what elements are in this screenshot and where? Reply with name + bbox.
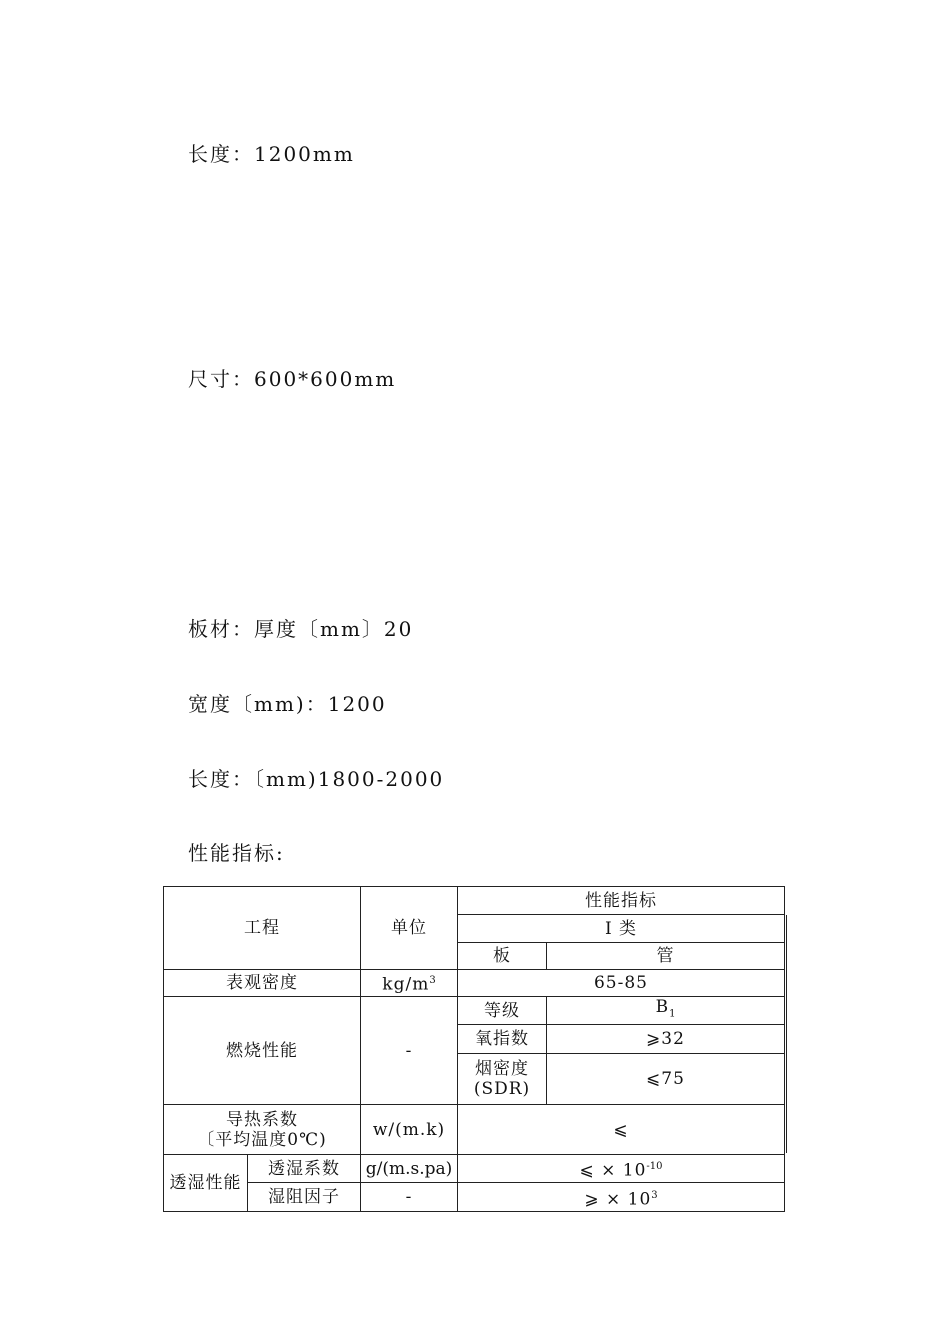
header-pipe: 管 [547,943,785,970]
header-performance: 性能指标 [458,887,785,915]
combustion-row [164,997,785,1025]
resistance-factor-value-exponent: 3 [651,1189,658,1201]
header-board: 板 [458,943,547,970]
grade-value-subscript: 1 [669,1008,676,1020]
conductivity-value: ⩽ [458,1105,785,1155]
table-edge-line [786,915,787,1153]
grade-label: 等级 [458,997,547,1025]
grade-value [547,997,785,1025]
density-row [164,970,785,997]
oxygen-index-label: 氧指数 [458,1025,547,1054]
combustion-unit: - [361,997,458,1105]
permeability-value-exponent: -10 [646,1161,663,1173]
combustion-label: 燃烧性能 [164,997,361,1105]
pipe-length-line: 长度：1200mm [188,142,355,166]
oxygen-index-value: ⩾32 [547,1025,785,1054]
header-unit: 单位 [361,887,458,970]
board-length-line: 长度：〔mm)1800-2000 [188,767,445,791]
resistance-factor-value [458,1183,785,1212]
resistance-factor-label: 湿阻因子 [248,1183,361,1212]
density-unit-exponent: 3 [429,975,436,987]
permeability-value [458,1155,785,1183]
board-width-line: 宽度〔mm)：1200 [188,692,387,716]
size-line: 尺寸：600*600mm [188,367,397,391]
moisture-row [164,1155,785,1183]
density-unit-base: kg/m [382,974,430,995]
density-value: 65-85 [458,970,785,997]
performance-table [163,886,785,1212]
permeability-unit: g/(m.s.pa) [361,1155,458,1183]
resistance-factor-unit: - [361,1183,458,1212]
smoke-density-value: ⩽75 [547,1054,785,1105]
smoke-density-label-line2: (SDR) [473,1079,531,1100]
board-thickness-line: 板材：厚度〔mm〕20 [188,617,414,641]
grade-value-base: B [655,997,670,1017]
smoke-density-label-line1: 烟密度 [475,1059,529,1080]
conductivity-label-line1: 导热系数 [226,1109,298,1130]
moisture-label: 透湿性能 [164,1155,248,1212]
permeability-value-base: ⩽ × 10 [579,1160,647,1181]
performance-heading: 性能指标: [188,841,285,865]
header-class: I 类 [458,915,785,943]
density-label: 表观密度 [164,970,361,997]
conductivity-label [164,1105,361,1155]
conductivity-label-line2: 〔平均温度0℃) [197,1129,327,1150]
header-item: 工程 [164,887,361,970]
density-unit [361,970,458,997]
smoke-density-label [458,1054,547,1105]
resistance-factor-value-base: ⩾ × 10 [584,1189,652,1210]
permeability-label: 透湿系数 [248,1155,361,1183]
conductivity-unit: w/(m.k) [361,1105,458,1155]
conductivity-row [164,1105,785,1155]
